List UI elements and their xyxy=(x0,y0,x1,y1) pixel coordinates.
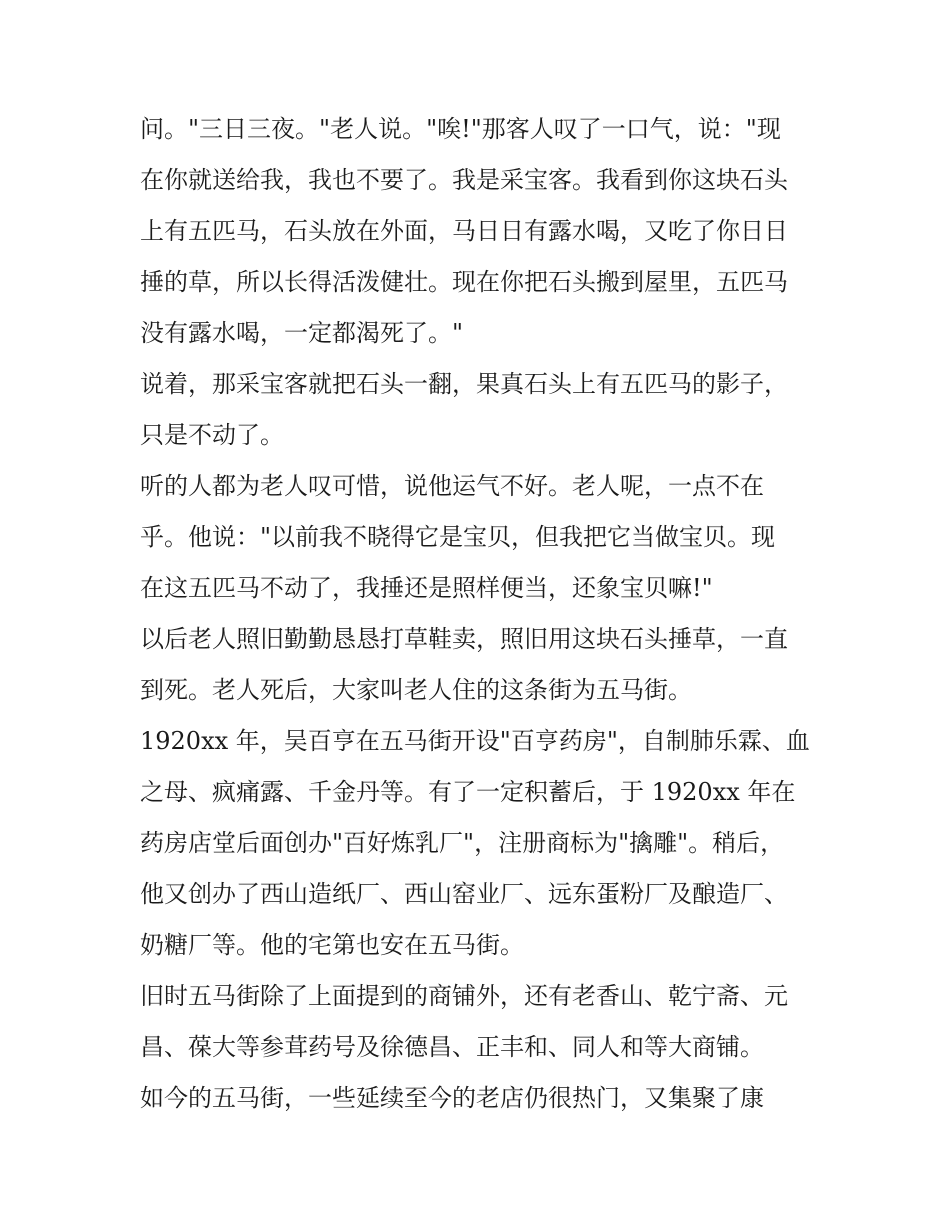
text-line: 他又创办了西山造纸厂、西山窑业厂、远东蛋粉厂及酿造厂、 xyxy=(140,880,788,908)
text-line: 没有露水喝，一定都渴死了。" xyxy=(140,319,464,347)
text-line: 以后老人照旧勤勤恳恳打草鞋卖，照旧用这块石头捶草，一直 xyxy=(140,625,788,653)
text-line: 在这五匹马不动了，我捶还是照样便当，还象宝贝嘛!" xyxy=(140,574,713,602)
text-line: 如今的五马街，一些延续至今的老店仍很热门，又集聚了康 xyxy=(140,1084,764,1112)
text-line: 乎。他说："以前我不晓得它是宝贝，但我把它当做宝贝。现 xyxy=(140,523,776,551)
text-line: 问。"三日三夜。"老人说。"唉!"那客人叹了一口气，说："现 xyxy=(140,115,781,143)
text-line: 听的人都为老人叹可惜，说他运气不好。老人呢，一点不在 xyxy=(140,472,764,500)
text-line: 昌、葆大等参茸药号及徐德昌、正丰和、同人和等大商铺。 xyxy=(140,1033,764,1061)
text-line: 之母、疯痛露、千金丹等。有了一定积蓄后，于 1920xx 年在 xyxy=(140,778,796,806)
text-line: 奶糖厂等。他的宅第也安在五马街。 xyxy=(140,931,524,959)
text-line: 只是不动了。 xyxy=(140,421,284,449)
body-text xyxy=(140,104,820,1124)
text-line: 1920xx 年，吴百亨在五马街开设"百亨药房"，自制肺乐霖、血 xyxy=(140,727,810,755)
text-line: 说着，那采宝客就把石头一翻，果真石头上有五匹马的影子， xyxy=(140,370,788,398)
text-line: 到死。老人死后，大家叫老人住的这条街为五马街。 xyxy=(140,676,692,704)
text-line: 捶的草，所以长得活泼健壮。现在你把石头搬到屋里，五匹马 xyxy=(140,268,788,296)
text-line: 在你就送给我，我也不要了。我是采宝客。我看到你这块石头 xyxy=(140,166,788,194)
text-line: 药房店堂后面创办"百好炼乳厂"，注册商标为"擒雕"。稍后， xyxy=(140,829,785,857)
text-line: 旧时五马街除了上面提到的商铺外，还有老香山、乾宁斋、元 xyxy=(140,982,788,1010)
text-line: 上有五匹马，石头放在外面，马日日有露水喝，又吃了你日日 xyxy=(140,217,788,245)
